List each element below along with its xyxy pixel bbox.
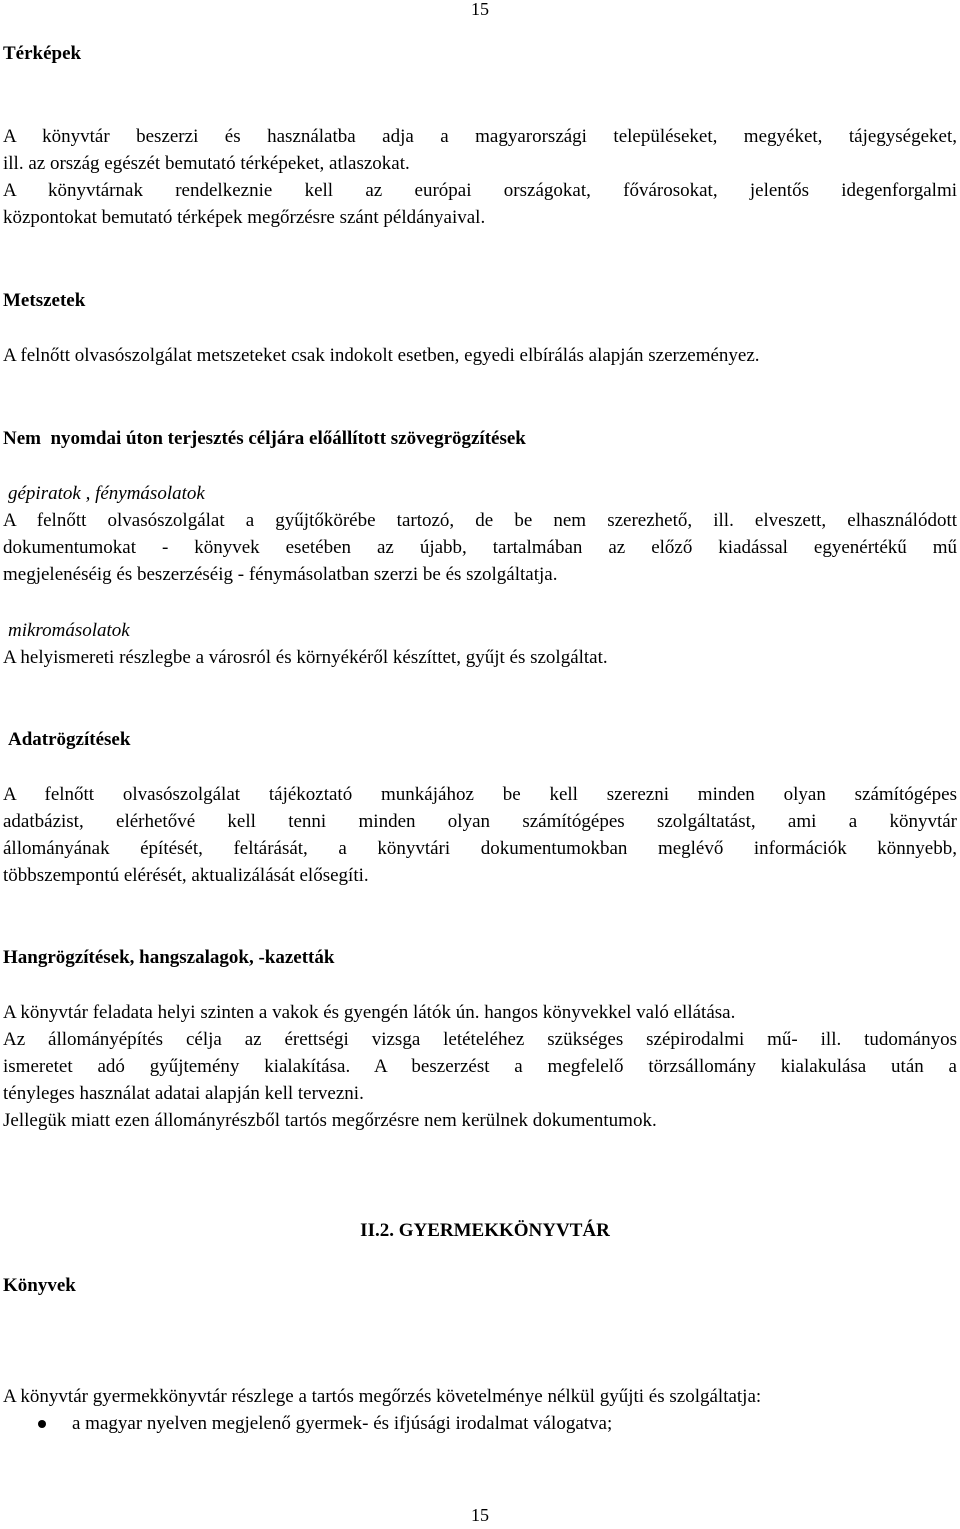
heading-adatrogzitesek: Adatrögzítések [8,729,131,750]
heading-metszetek: Metszetek [3,290,86,311]
text-line: megjelenéséig és beszerzéséig - fénymásolatban szerzi be és szolgáltatja. [3,564,558,585]
heading-gyermekkonyvtar: II.2. GYERMEKKÖNYVTÁR [360,1220,610,1241]
text-line: dokumentumokat - könyvek esetében az újabb, tartalmában az előző kiadással egyenértékű mű [3,537,957,558]
text-line: A felnőtt olvasószolgálat a gyűjtőkörébe tartozó, de be nem szerezhető, ill. elveszett, elhasználódott [3,510,957,531]
heading-hangrogzitesek: Hangrögzítések, hangszalagok, -kazetták [3,947,335,968]
text-line: A felnőtt olvasószolgálat tájékoztató munkájához be kell szerezni minden olyan számítógépes [3,784,957,805]
list-item [38,1410,938,1437]
text-line: tényleges használat adatai alapján kell tervezni. [3,1083,364,1104]
paragraph-metszetek [3,342,957,369]
text-line: ill. az ország egészét bemutató térképeket, atlaszokat. [3,153,410,174]
text-line: A helyismereti részlegbe a városról és környékéről készíttet, gyűjt és szolgáltat. [3,647,608,668]
subheading-mikromasolatok: mikromásolatok [8,620,130,641]
text-line: ismeretet adó gyűjtemény kialakítása. A beszerzést a megfelelő törzsállomány kialakulása után a [3,1056,957,1077]
text-line: A könyvtár feladata helyi szinten a vakok és gyengén látók ún. hangos könyvekkel való ellátása. [3,1002,736,1023]
paragraph-mikromasolatok [3,644,957,671]
heading-terkepek: Térképek [3,43,82,64]
text-line: A könyvtár gyermekkönyvtár részlege a tartós megőrzés követelménye nélkül gyűjti és szolgáltatja: [3,1386,762,1407]
heading-konyvek: Könyvek [3,1275,76,1296]
bullet-icon [38,1420,46,1428]
page-number-top: 15 [471,0,489,19]
text-line: Jellegük miatt ezen állományrészből tartós megőrzésre nem kerülnek dokumentumok. [3,1110,657,1131]
text-line: A könyvtárnak rendelkeznie kell az európai országokat, fővárosokat, jelentős idegenforgalmi [3,180,957,201]
text-line: központokat bemutató térképek megőrzésre szánt példányaival. [3,207,486,228]
page-number-bottom: 15 [471,1505,489,1525]
subheading-gepiratok: gépiratok , fénymásolatok [8,483,205,504]
list-item-text: a magyar nyelven megjelenő gyermek- és ifjúsági irodalmat válogatva; [72,1413,613,1434]
paragraph-terkepek [3,123,957,231]
text-line: A felnőtt olvasószolgálat metszeteket csak indokolt esetben, egyedi elbírálás alapján szerzeményez. [3,345,760,366]
text-line: többszempontú elérését, aktualizálását elősegíti. [3,865,369,886]
paragraph-adatrogzitesek [3,781,957,889]
text-line: A könyvtár beszerzi és használatba adja a magyarországi településeket, megyéket, tájegységeket, [3,126,957,147]
text-line: Az állományépítés célja az érettségi vizsga letételéhez szükséges szépirodalmi mű- ill. tudományos [3,1029,957,1050]
paragraph-hangrogzitesek [3,999,957,1134]
text-line: adatbázist, elérhetővé kell tenni minden olyan számítógépes szolgáltatást, ami a könyvtár [3,811,957,832]
paragraph-gepiratok [3,507,957,588]
text-line: állományának építését, feltárását, a könyvtári dokumentumokban meglévő információk könnyebb, [3,838,957,859]
heading-nem-nyomdai: Nem nyomdai úton terjesztés céljára előállított szövegrögzítések [3,428,526,449]
paragraph-konyvek [3,1383,957,1410]
